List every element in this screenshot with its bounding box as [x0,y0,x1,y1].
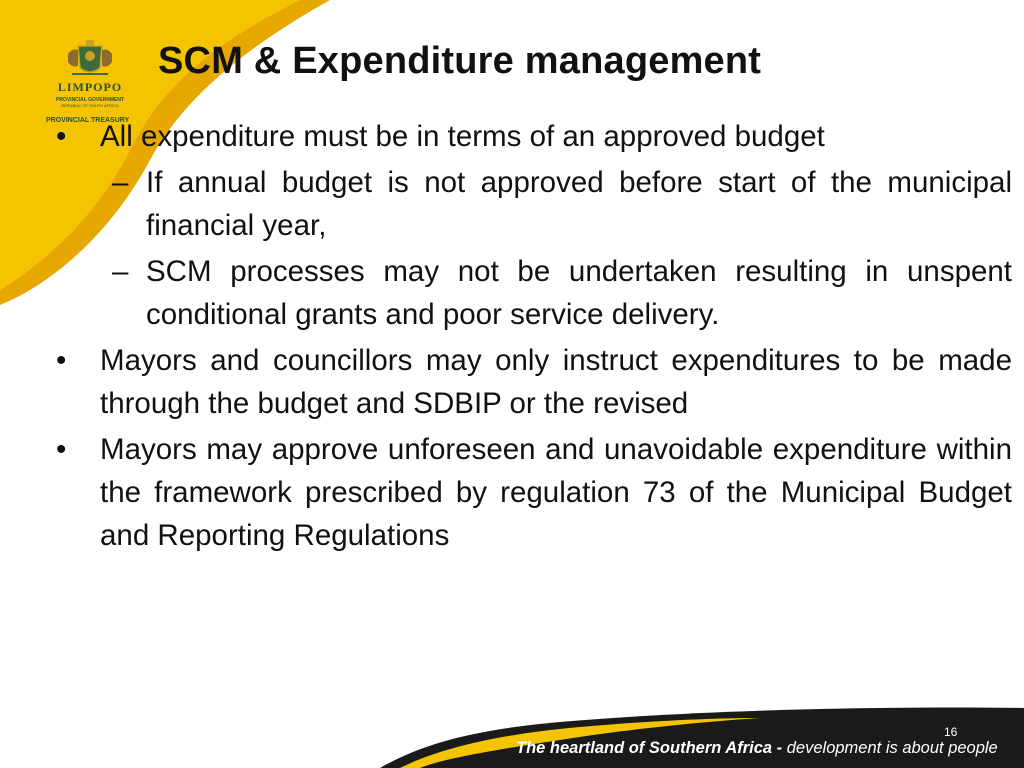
bullet-text: All expenditure must be in terms of an approved budget [100,120,825,153]
slide-title: SCM & Expenditure management [158,40,762,82]
sub-bullet-item [112,161,1012,247]
bullet-item [56,339,1012,425]
slide-content [56,115,1012,560]
bullet-text: Mayors and councillors may only instruct expenditures to be made through the budget and SDBIP or the revised [100,344,1012,420]
footer-tagline [516,739,998,758]
coat-of-arms-icon [42,40,138,80]
bullet-marker: • [56,344,67,377]
logo-subtitle: PROVINCIAL GOVERNMENT [56,97,124,103]
footer-tagline-bold: The heartland of Southern Africa - [516,739,787,757]
sub-bullet-text: SCM processes may not be undertaken resulting in unspent conditional grants and poor service delivery. [146,255,1012,331]
page-number: 16 [944,725,958,739]
bullet-text: Mayors may approve unforeseen and unavoidable expenditure within the framework prescribed by regulation 73 of the Municipal Budget and Reporting Regulations [100,433,1012,552]
bullet-item [56,115,1012,158]
footer-dark-band [380,708,1024,768]
sub-bullet-text: If annual budget is not approved before start of the municipal financial year, [146,166,1012,242]
logo-name: LIMPOPO [57,80,123,94]
sub-bullet-item [112,250,1012,336]
bullet-marker: • [56,433,67,466]
bullet-item [56,428,1012,557]
bullet-marker: • [56,120,67,153]
dash-marker: – [112,255,129,288]
logo-country: REPUBLIC OF SOUTH AFRICA [61,103,119,108]
footer-tagline-rest: development is about people [786,739,998,757]
dash-marker: – [112,166,129,199]
treasury-label: PROVINCIAL TREASURY [46,117,130,124]
